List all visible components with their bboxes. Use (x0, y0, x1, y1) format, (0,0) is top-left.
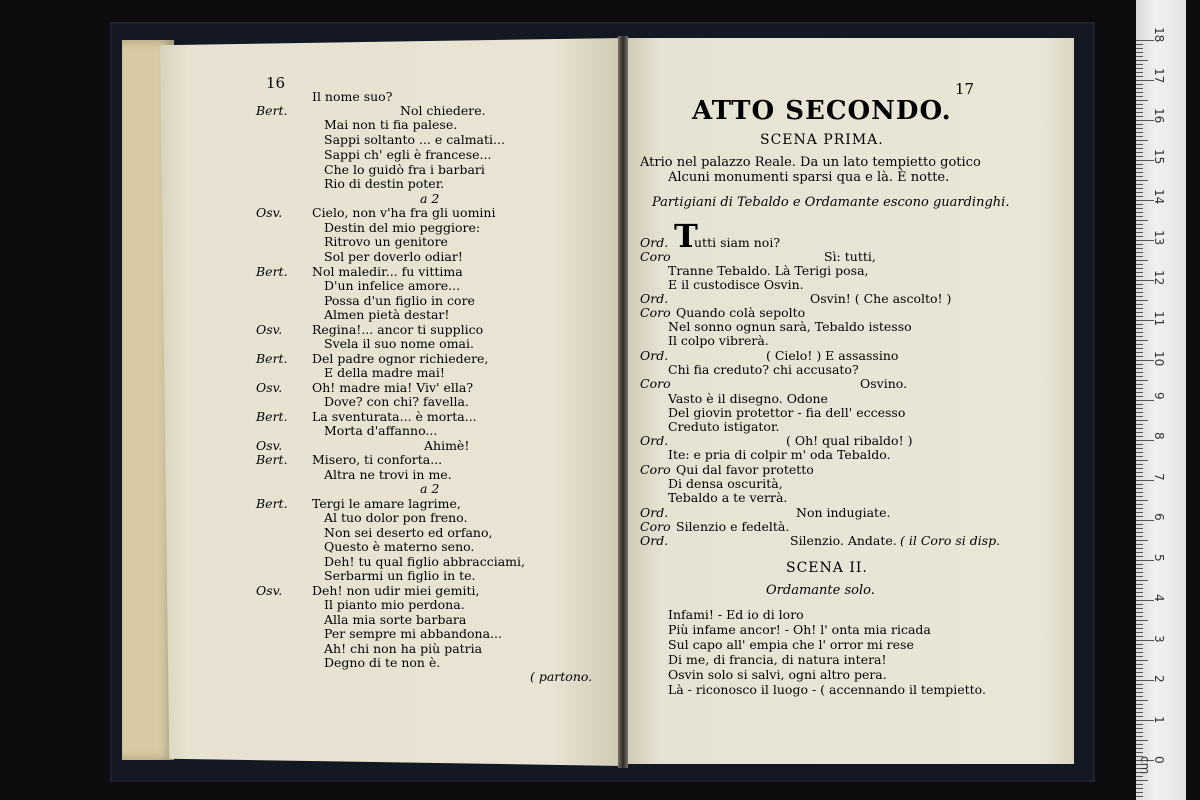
setting-line-1: Atrio nel palazzo Reale. Da un lato tempietto gotico (640, 155, 981, 170)
ruler-tick (1136, 592, 1143, 593)
ruler-tick (1136, 732, 1143, 733)
ruler-number: 11 (1152, 310, 1166, 326)
right-page-line: Sì: tutti, (824, 249, 876, 264)
ruler-tick (1136, 180, 1148, 181)
ruler-tick (1136, 312, 1143, 313)
ruler-tick (1136, 728, 1143, 729)
monologue-line: Infami! - Ed io di loro (668, 607, 804, 622)
ruler-tick (1136, 636, 1143, 637)
left-page-line: Dove? con chi? favella. (324, 394, 469, 409)
ruler-tick (1136, 564, 1143, 565)
right-page-speaker: Ord. (640, 348, 669, 363)
ruler-tick (1136, 752, 1143, 753)
ruler-tick (1136, 776, 1143, 777)
ruler-tick (1136, 748, 1143, 749)
ruler-tick (1136, 464, 1143, 465)
ruler-tick (1136, 784, 1143, 785)
ruler-tick (1136, 216, 1143, 217)
ruler-tick (1136, 652, 1143, 653)
ruler-tick (1136, 552, 1143, 553)
ruler-tick (1136, 104, 1143, 105)
ruler-tick (1136, 336, 1143, 337)
ruler-tick (1136, 484, 1143, 485)
ruler-tick (1136, 644, 1143, 645)
right-page-line: Silenzio. Andate. (790, 533, 897, 548)
ruler-tick (1136, 448, 1143, 449)
left-page-line: Nol maledir... fu vittima (312, 264, 463, 279)
left-page-line: a 2 (420, 191, 440, 206)
left-page-line: Regina!... ancor ti supplico (312, 322, 484, 337)
left-page-line: Sol per doverlo odiar! (324, 249, 463, 264)
ruler-tick (1136, 124, 1143, 125)
right-page-speaker: Coro (640, 376, 671, 391)
ruler-tick (1136, 576, 1143, 577)
ruler-tick (1136, 272, 1143, 273)
ruler-tick (1136, 740, 1148, 741)
ruler-number: 2 (1152, 675, 1166, 683)
ruler-tick (1136, 292, 1143, 293)
ruler-tick (1136, 212, 1143, 213)
ruler-tick (1136, 628, 1143, 629)
ruler-tick (1136, 512, 1143, 513)
left-page-line: Questo è materno seno. (324, 539, 475, 554)
left-page-speaker: Osv. (256, 438, 283, 453)
left-page-speaker: Bert. (256, 409, 288, 424)
right-page-line: Creduto istigator. (668, 419, 780, 434)
ruler-tick (1136, 88, 1143, 89)
left-page-line: Mai non ti fia palese. (324, 117, 458, 132)
ruler-tick (1136, 632, 1143, 633)
ruler-tick (1136, 316, 1143, 317)
right-page-line: Ite: e pria di colpir m' oda Tebaldo. (668, 447, 891, 462)
ruler-tick (1136, 388, 1143, 389)
ruler-tick (1136, 472, 1143, 473)
ruler-tick (1136, 692, 1143, 693)
left-page-line: Deh! non udir miei gemiti, (312, 583, 480, 598)
ruler-tick (1136, 56, 1143, 57)
ruler-tick (1136, 332, 1143, 333)
ruler-tick (1136, 412, 1143, 413)
left-page-line: D'un infelice amore... (324, 278, 461, 293)
ruler-tick (1136, 244, 1143, 245)
ruler-tick (1136, 508, 1143, 509)
left-page-speaker: Bert. (256, 496, 288, 511)
ruler-tick (1136, 456, 1143, 457)
left-page-line: Destin del mio peggiore: (324, 220, 481, 235)
left-page-line: a 2 (420, 481, 440, 496)
ruler-tick (1136, 624, 1143, 625)
scene-two-heading: SCENA II. (786, 560, 868, 576)
left-page-line: Ahimè! (424, 438, 470, 453)
left-page-line: La sventurata... è morta... (312, 409, 477, 424)
ruler-number: 9 (1152, 391, 1166, 400)
ruler-tick (1136, 196, 1143, 197)
ruler-tick (1136, 788, 1143, 789)
ruler-tick (1136, 140, 1148, 141)
left-page-line: Rio di destin poter. (324, 176, 445, 191)
ruler-number: 12 (1152, 270, 1166, 286)
ruler-tick (1136, 380, 1148, 381)
right-page-line: Osvino. (860, 376, 908, 391)
ruler-tick (1136, 304, 1143, 305)
ruler-tick (1136, 604, 1143, 605)
left-page-line: Tergi le amare lagrime, (312, 496, 461, 511)
right-page-speaker: Coro (640, 462, 671, 477)
ruler-tick (1136, 300, 1148, 301)
ruler-number: 17 (1152, 67, 1166, 83)
ruler-tick (1136, 432, 1143, 433)
monologue-line: Più infame ancor! - Oh! l' onta mia ricada (668, 622, 931, 637)
left-page-speaker: Osv. (256, 205, 283, 220)
ruler-tick (1136, 384, 1143, 385)
ruler-tick (1136, 164, 1143, 165)
ruler-number: 18 (1152, 27, 1166, 43)
drop-cap: T (674, 217, 698, 255)
ruler-tick (1136, 256, 1143, 257)
left-page-line: Deh! tu qual figlio abbracciami, (324, 554, 525, 569)
ruler-tick (1136, 328, 1143, 329)
ruler-tick (1136, 188, 1143, 189)
ruler-tick (1136, 548, 1143, 549)
left-page-line: Per sempre mi abbandona... (324, 626, 502, 641)
ruler-tick (1136, 176, 1143, 177)
left-page-line: Degno di te non è. (324, 655, 441, 670)
right-page-line: E il custodisce Osvin. (668, 277, 804, 292)
left-page-line: Nol chiedere. (400, 103, 486, 118)
right-page-line: Quando colà sepolto (676, 305, 806, 320)
ruler-tick (1136, 440, 1154, 441)
left-page-speaker: Bert. (256, 103, 288, 118)
ruler-tick (1136, 112, 1143, 113)
left-page-line: Oh! madre mia! Viv' ella? (312, 380, 474, 395)
ruler-tick (1136, 368, 1143, 369)
ruler-tick (1136, 796, 1143, 797)
ruler-tick (1136, 348, 1143, 349)
right-page-speaker: Ord. (640, 433, 669, 448)
left-page-line: Svela il suo nome omai. (324, 336, 474, 351)
ruler-tick (1136, 516, 1143, 517)
ruler-tick (1136, 572, 1143, 573)
ruler-tick (1136, 136, 1143, 137)
right-page-speaker: Coro (640, 519, 671, 534)
right-page-line: utti siam noi? (694, 235, 781, 250)
right-page-line: Di densa oscurità, (668, 476, 783, 491)
ruler-tick (1136, 688, 1143, 689)
ruler-tick (1136, 460, 1148, 461)
left-page-line: Del padre ognor richiedere, (312, 351, 489, 366)
left-page-line: Possa d'un figlio in core (324, 293, 475, 308)
ruler-tick (1136, 228, 1143, 229)
ruler-tick (1136, 352, 1143, 353)
ruler-tick (1136, 356, 1143, 357)
setting-line-2: Alcuni monumenti sparsi qua e là. È notte. (668, 170, 950, 185)
ruler-number: 15 (1152, 148, 1166, 164)
ruler-tick (1136, 580, 1148, 581)
ruler-tick (1136, 284, 1143, 285)
ruler-tick (1136, 172, 1143, 173)
left-page-line: Serbarmi un figlio in te. (324, 568, 476, 583)
ruler-tick (1136, 568, 1143, 569)
left-page-line: Non sei deserto ed orfano, (324, 525, 493, 540)
ruler-tick (1136, 364, 1143, 365)
left-page-speaker: Osv. (256, 322, 283, 337)
left-page-line: Almen pietà destar! (324, 307, 450, 322)
ruler-tick (1136, 736, 1143, 737)
right-page-line: Tebaldo a te verrà. (668, 490, 788, 505)
ruler-tick (1136, 260, 1148, 261)
right-page-speaker: Ord. (640, 533, 669, 548)
ruler-tick (1136, 60, 1148, 61)
ruler-tick (1136, 672, 1143, 673)
scene-one-heading: SCENA PRIMA. (760, 132, 884, 148)
ruler-tick (1136, 84, 1143, 85)
ruler-tick (1136, 340, 1148, 341)
ruler-tick (1136, 372, 1143, 373)
ruler-number: 1 (1152, 715, 1166, 724)
ruler-tick (1136, 96, 1143, 97)
left-page-line: Che lo guidò fra i barbari (324, 162, 485, 177)
right-page-line: ( Cielo! ) E assassino (766, 348, 899, 363)
ruler-tick (1136, 392, 1143, 393)
left-page-speaker: Osv. (256, 380, 283, 395)
ruler-tick (1136, 268, 1143, 269)
ruler-number: 14 (1152, 189, 1166, 205)
ruler-tick (1136, 108, 1143, 109)
right-page-line: Non indugiate. (796, 505, 891, 520)
left-page-line: Il nome suo? (312, 89, 393, 104)
monologue-line: Osvin solo si salvi, ogni altro pera. (668, 667, 887, 682)
ruler-tick (1136, 64, 1143, 65)
ruler-tick (1136, 496, 1143, 497)
ruler-tick (1136, 712, 1143, 713)
left-page-line: Sappi soltanto ... e calmati... (324, 132, 505, 147)
ruler-number: 10 (1152, 351, 1166, 367)
ruler-tick (1136, 400, 1154, 401)
ruler-number: 0 cm (1138, 756, 1166, 775)
ruler-tick (1136, 596, 1143, 597)
left-page-speaker: Bert. (256, 351, 288, 366)
ruler-tick (1136, 92, 1143, 93)
ruler-tick (1136, 264, 1143, 265)
ruler-tick (1136, 344, 1143, 345)
ruler-tick (1136, 544, 1143, 545)
ruler-tick (1136, 744, 1143, 745)
ruler-tick (1136, 708, 1143, 709)
ruler-tick (1136, 704, 1143, 705)
right-page-line: Nel sonno ognun sarà, Tebaldo istesso (668, 319, 912, 334)
ruler-tick (1136, 500, 1148, 501)
ruler-tick (1136, 144, 1143, 145)
ruler-tick (1136, 792, 1143, 793)
ruler-tick (1136, 148, 1143, 149)
ruler-tick (1136, 532, 1143, 533)
scene-two-direction: Ordamante solo. (766, 583, 875, 598)
ruler-tick (1136, 76, 1143, 77)
ruler-tick (1136, 404, 1143, 405)
right-page-line: Chi fia creduto? chi accusato? (668, 362, 859, 377)
right-page-speaker: Ord. (640, 505, 669, 520)
left-page-line: Alla mia sorte barbara (324, 612, 467, 627)
ruler-tick (1136, 376, 1143, 377)
left-page-line: Il pianto mio perdona. (324, 597, 465, 612)
ruler-tick (1136, 156, 1143, 157)
ruler-tick (1136, 204, 1143, 205)
ruler-tick (1136, 168, 1143, 169)
right-page-line: Osvin! ( Che ascolto! ) (810, 291, 952, 306)
monologue-line: Di me, di francia, di natura intera! (668, 652, 887, 667)
ruler-number: 7 (1152, 472, 1166, 481)
left-page-line: ( partono. (530, 669, 593, 684)
ruler-tick (1136, 536, 1143, 537)
ruler-tick (1136, 220, 1148, 221)
right-page-line: ( il Coro si disp. (900, 533, 1001, 548)
ruler-tick (1136, 48, 1143, 49)
page-gutter (618, 36, 628, 768)
ruler-number: 6 (1152, 513, 1166, 521)
ruler-tick (1136, 608, 1143, 609)
ruler-tick (1136, 428, 1143, 429)
ruler-tick (1136, 664, 1143, 665)
ruler-tick (1136, 152, 1143, 153)
stage-direction: Partigiani di Tebaldo e Ordamante escono guardinghi. (652, 195, 1010, 210)
ruler-tick (1136, 556, 1143, 557)
ruler-tick (1136, 436, 1143, 437)
ruler-tick (1136, 656, 1143, 657)
right-page-line: Del giovin protettor - fia dell' eccesso (668, 405, 906, 420)
ruler-number: 5 (1152, 553, 1166, 562)
ruler-tick (1136, 524, 1143, 525)
right-page-number: 17 (955, 80, 975, 98)
ruler-tick (1136, 584, 1143, 585)
ruler-tick (1136, 296, 1143, 297)
ruler-tick (1136, 288, 1143, 289)
left-page-line: Cielo, non v'ha fra gli uomini (312, 205, 496, 220)
monologue-line: Là - riconosco il luogo - ( accennando il tempietto. (668, 682, 986, 697)
ruler-tick (1136, 468, 1143, 469)
ruler-tick (1136, 128, 1143, 129)
right-page-line: ( Oh! qual ribaldo! ) (786, 433, 913, 448)
ruler-tick (1136, 504, 1143, 505)
ruler-tick (1136, 540, 1148, 541)
left-page-line: Ritrovo un genitore (324, 234, 448, 249)
ruler-tick (1136, 724, 1143, 725)
left-page-line: Ah! chi non ha più patria (324, 641, 483, 656)
ruler-tick (1136, 612, 1143, 613)
ruler-tick (1136, 620, 1148, 621)
right-page-speaker: Ord. (640, 291, 669, 306)
right-page-line: Silenzio e fedeltà. (676, 519, 790, 534)
ruler-tick (1136, 408, 1143, 409)
ruler-tick (1136, 528, 1143, 529)
ruler-tick (1136, 116, 1143, 117)
ruler-tick (1136, 276, 1143, 277)
left-page-line: Al tuo dolor pon freno. (324, 510, 468, 525)
ruler-tick (1136, 684, 1143, 685)
left-page-line: Altra ne trovi in me. (324, 467, 452, 482)
ruler-tick (1136, 648, 1143, 649)
ruler-tick (1136, 236, 1143, 237)
ruler-number: 8 (1152, 432, 1166, 440)
right-page-line: Qui dal favor protetto (676, 462, 814, 477)
right-page-speaker: Coro (640, 249, 671, 264)
right-page-speaker: Coro (640, 305, 671, 320)
ruler-tick (1136, 780, 1148, 781)
right-page-speaker: Ord. (640, 235, 669, 250)
ruler-number: 16 (1152, 108, 1166, 124)
act-title: ATTO SECONDO. (692, 96, 952, 126)
ruler-tick (1136, 184, 1143, 185)
ruler-tick (1136, 72, 1143, 73)
ruler-number: 3 (1152, 634, 1166, 643)
ruler-tick (1136, 424, 1143, 425)
ruler-tick (1136, 660, 1148, 661)
ruler-tick (1136, 444, 1143, 445)
ruler-tick (1136, 700, 1148, 701)
ruler-tick (1136, 132, 1143, 133)
ruler-tick (1136, 696, 1143, 697)
right-page-line: Il colpo vibrerà. (668, 333, 769, 348)
left-page-number: 16 (266, 74, 286, 92)
ruler-tick (1136, 308, 1143, 309)
ruler-tick (1136, 476, 1143, 477)
ruler-tick (1136, 416, 1143, 417)
left-page-speaker: Bert. (256, 264, 288, 279)
ruler-tick (1136, 224, 1143, 225)
ruler-tick (1136, 492, 1143, 493)
monologue-line: Sul capo all' empia che l' orror mi rese (668, 637, 914, 652)
ruler-tick (1136, 588, 1143, 589)
ruler-tick (1136, 248, 1143, 249)
right-page-line: Vasto è il disegno. Odone (668, 391, 828, 406)
ruler-tick (1136, 192, 1143, 193)
ruler-number: 13 (1152, 229, 1166, 245)
left-page-line: Misero, ti conforta... (312, 452, 443, 467)
ruler-tick (1136, 616, 1143, 617)
ruler-tick (1136, 668, 1143, 669)
ruler-tick (1136, 68, 1143, 69)
ruler-tick (1136, 100, 1148, 101)
left-page-line: E della madre mai! (324, 365, 445, 380)
ruler-tick (1136, 232, 1143, 233)
left-page-speaker: Bert. (256, 452, 288, 467)
measuring-ruler (1136, 0, 1186, 800)
ruler-tick (1136, 452, 1143, 453)
left-page-speaker: Osv. (256, 583, 283, 598)
ruler-tick (1136, 488, 1143, 489)
ruler-tick (1136, 252, 1143, 253)
ruler-tick (1136, 52, 1143, 53)
ruler-tick (1136, 324, 1143, 325)
right-page-line: Tranne Tebaldo. Là Terigi posa, (668, 263, 869, 278)
ruler-tick (1136, 420, 1148, 421)
left-page-line: Morta d'affanno... (324, 423, 438, 438)
left-page-line: Sappi ch' egli è francese... (324, 147, 492, 162)
ruler-tick (1136, 208, 1143, 209)
ruler-tick (1136, 44, 1143, 45)
ruler-number: 4 (1152, 594, 1166, 602)
ruler-tick (1136, 716, 1143, 717)
ruler-tick (1136, 396, 1143, 397)
ruler-tick (1136, 676, 1143, 677)
